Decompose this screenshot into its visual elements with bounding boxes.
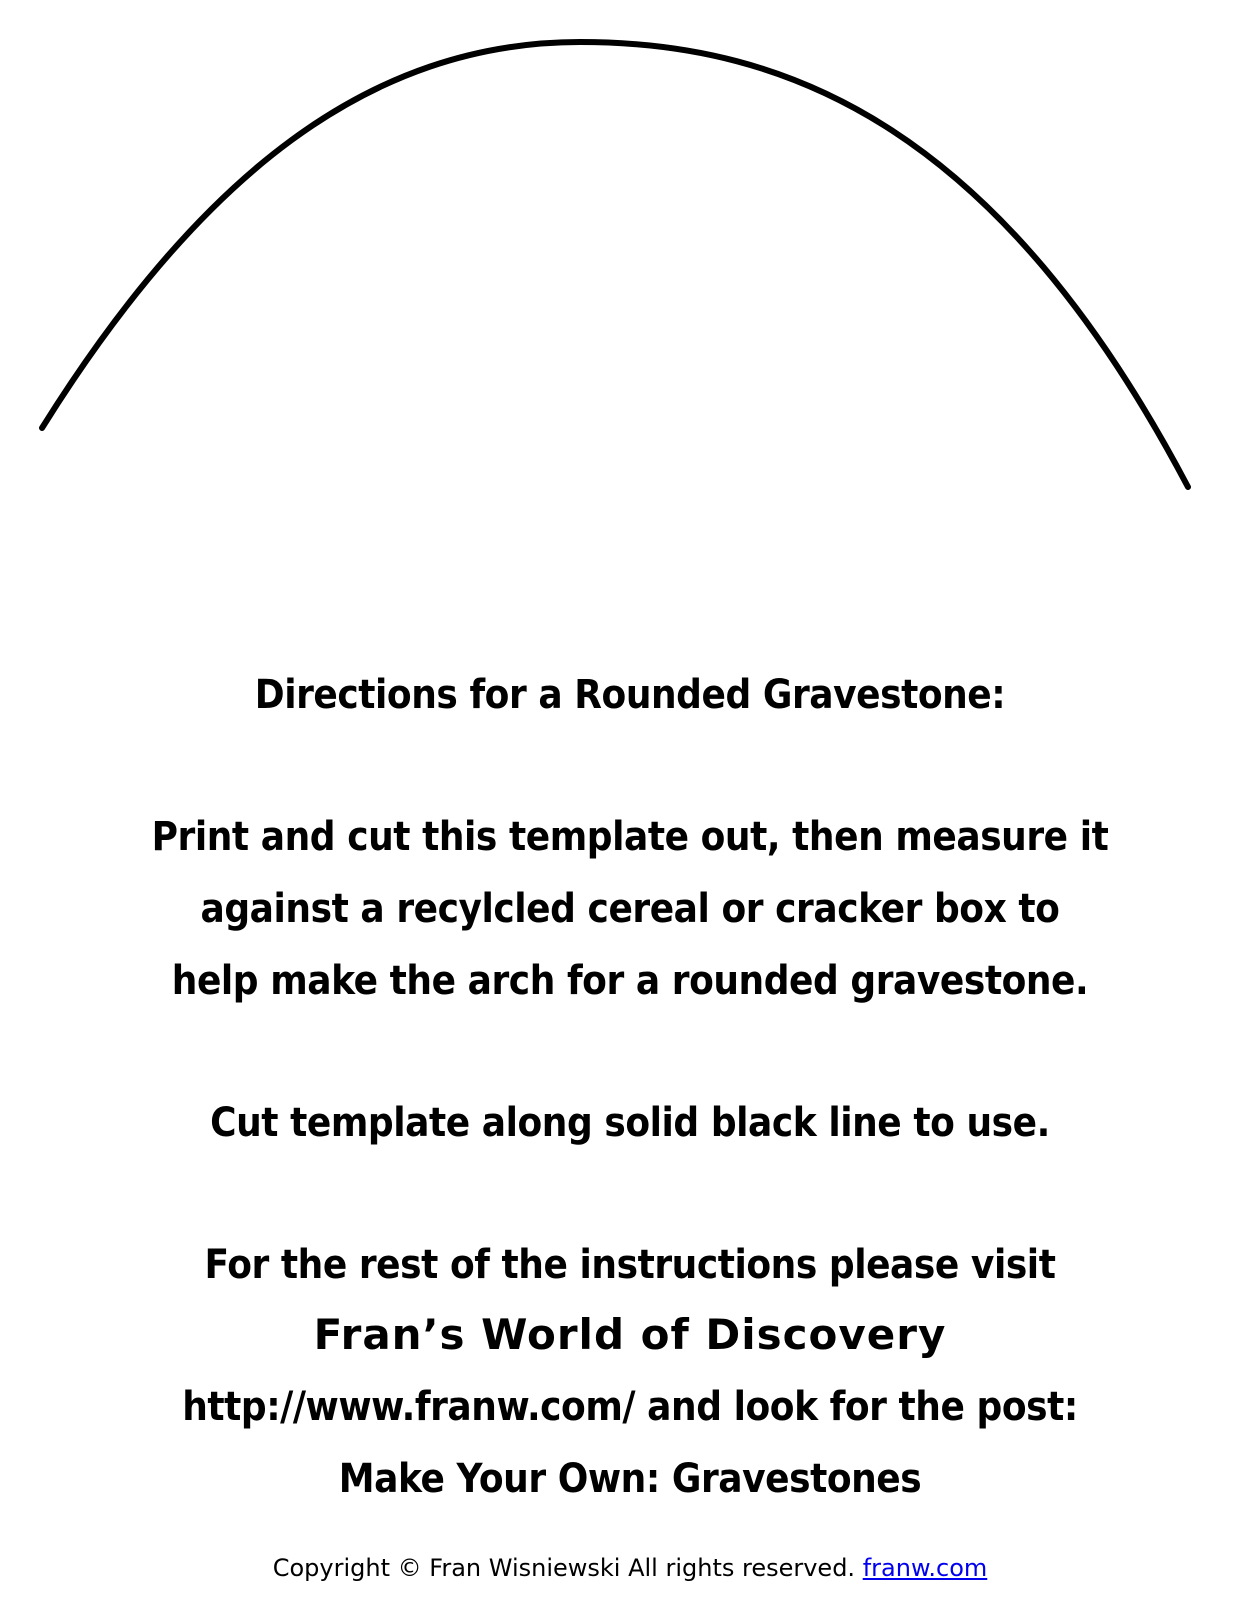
franw-link[interactable]: franw.com bbox=[862, 1554, 988, 1582]
copyright-text: Copyright © Fran Wisniewski All rights reserved. bbox=[272, 1554, 856, 1582]
visit-text: For the rest of the instructions please visit bbox=[204, 1242, 1056, 1288]
paragraph1-line2: against a recylcled cereal or cracker box to bbox=[200, 886, 1060, 932]
url-text: http://www.franw.com/ and look for the post: bbox=[182, 1384, 1078, 1430]
paragraph1-line3: help make the arch for a rounded gravestone. bbox=[171, 958, 1089, 1004]
cut-line-arch bbox=[0, 0, 1260, 520]
post-title: Make Your Own: Gravestones bbox=[338, 1456, 922, 1502]
cut-instruction: Cut template along solid black line to use. bbox=[210, 1100, 1050, 1146]
site-name: Fran’s World of Discovery bbox=[313, 1310, 947, 1359]
paragraph1-line1: Print and cut this template out, then measure it bbox=[151, 814, 1109, 860]
directions-title: Directions for a Rounded Gravestone: bbox=[254, 672, 1006, 718]
arch-curve bbox=[42, 42, 1188, 487]
copyright-footer bbox=[0, 1552, 1260, 1584]
